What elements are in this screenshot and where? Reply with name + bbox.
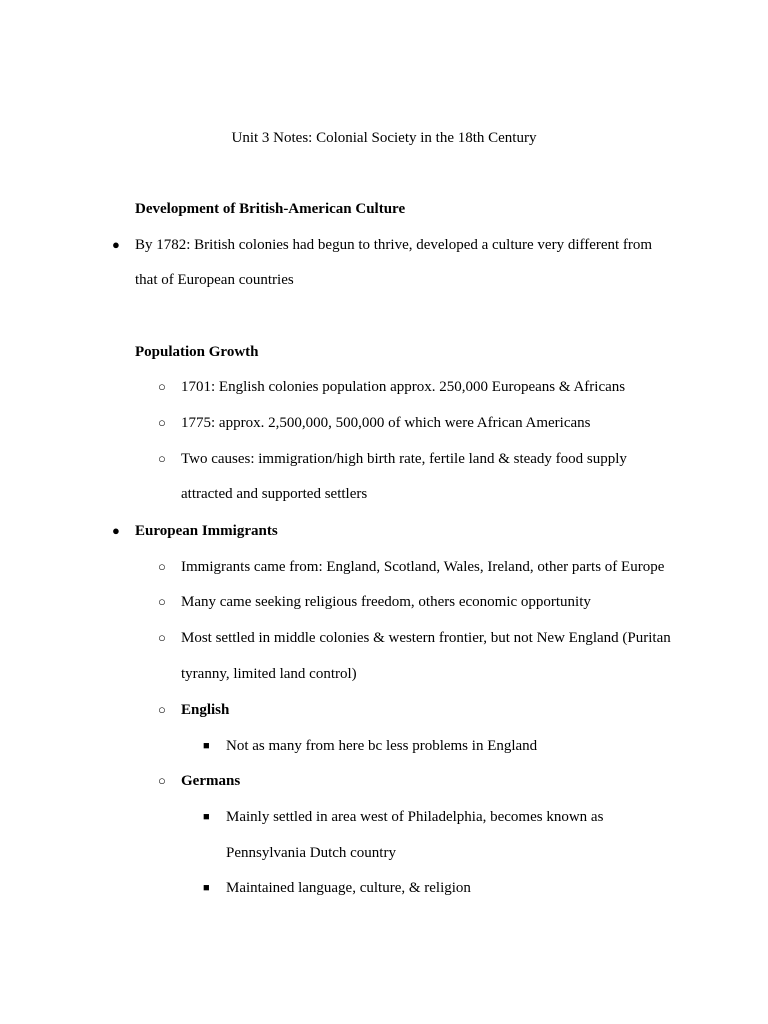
list-item: 1701: English colonies population approx. 250,000 Europeans & Africans bbox=[181, 379, 626, 395]
bullet-circle-icon: ○ bbox=[158, 702, 166, 717]
bullet-circle-icon: ○ bbox=[158, 415, 166, 430]
list-item-continuation: tyranny, limited land control) bbox=[181, 666, 357, 682]
bullet-circle-icon: ○ bbox=[158, 559, 166, 574]
list-item-continuation: that of European countries bbox=[135, 272, 294, 288]
section-heading-immigrants: European Immigrants bbox=[135, 523, 278, 539]
list-item: Immigrants came from: England, Scotland, Wales, Ireland, other parts of Europe bbox=[181, 559, 665, 575]
subheading-germans: Germans bbox=[181, 773, 241, 789]
list-item: 1775: approx. 2,500,000, 500,000 of which were African Americans bbox=[181, 415, 591, 431]
list-item: Many came seeking religious freedom, others economic opportunity bbox=[181, 594, 591, 610]
bullet-circle-icon: ○ bbox=[158, 773, 166, 788]
bullet-circle-icon: ○ bbox=[158, 594, 166, 609]
subheading-english: English bbox=[181, 702, 230, 718]
list-item: By 1782: British colonies had begun to thrive, developed a culture very different from bbox=[135, 237, 653, 253]
section-heading-development: Development of British-American Culture bbox=[135, 201, 406, 217]
bullet-disc-icon: ● bbox=[112, 237, 120, 252]
list-item: Mainly settled in area west of Philadelphia, becomes known as bbox=[226, 809, 604, 825]
bullet-circle-icon: ○ bbox=[158, 379, 166, 394]
list-item-continuation: attracted and supported settlers bbox=[181, 486, 368, 502]
bullet-square-icon: ■ bbox=[203, 882, 210, 894]
list-item: Two causes: immigration/high birth rate, fertile land & steady food supply bbox=[181, 451, 627, 467]
bullet-circle-icon: ○ bbox=[158, 630, 166, 645]
list-item: Most settled in middle colonies & western frontier, but not New England (Puritan bbox=[181, 630, 671, 646]
section-heading-population: Population Growth bbox=[135, 344, 259, 360]
list-item-continuation: Pennsylvania Dutch country bbox=[226, 845, 396, 861]
bullet-square-icon: ■ bbox=[203, 740, 210, 752]
list-item: Maintained language, culture, & religion bbox=[226, 880, 471, 896]
bullet-disc-icon: ● bbox=[112, 523, 120, 538]
bullet-circle-icon: ○ bbox=[158, 451, 166, 466]
page-title: Unit 3 Notes: Colonial Society in the 18th Century bbox=[231, 130, 537, 146]
list-item: Not as many from here bc less problems in England bbox=[226, 738, 538, 754]
bullet-square-icon: ■ bbox=[203, 811, 210, 823]
